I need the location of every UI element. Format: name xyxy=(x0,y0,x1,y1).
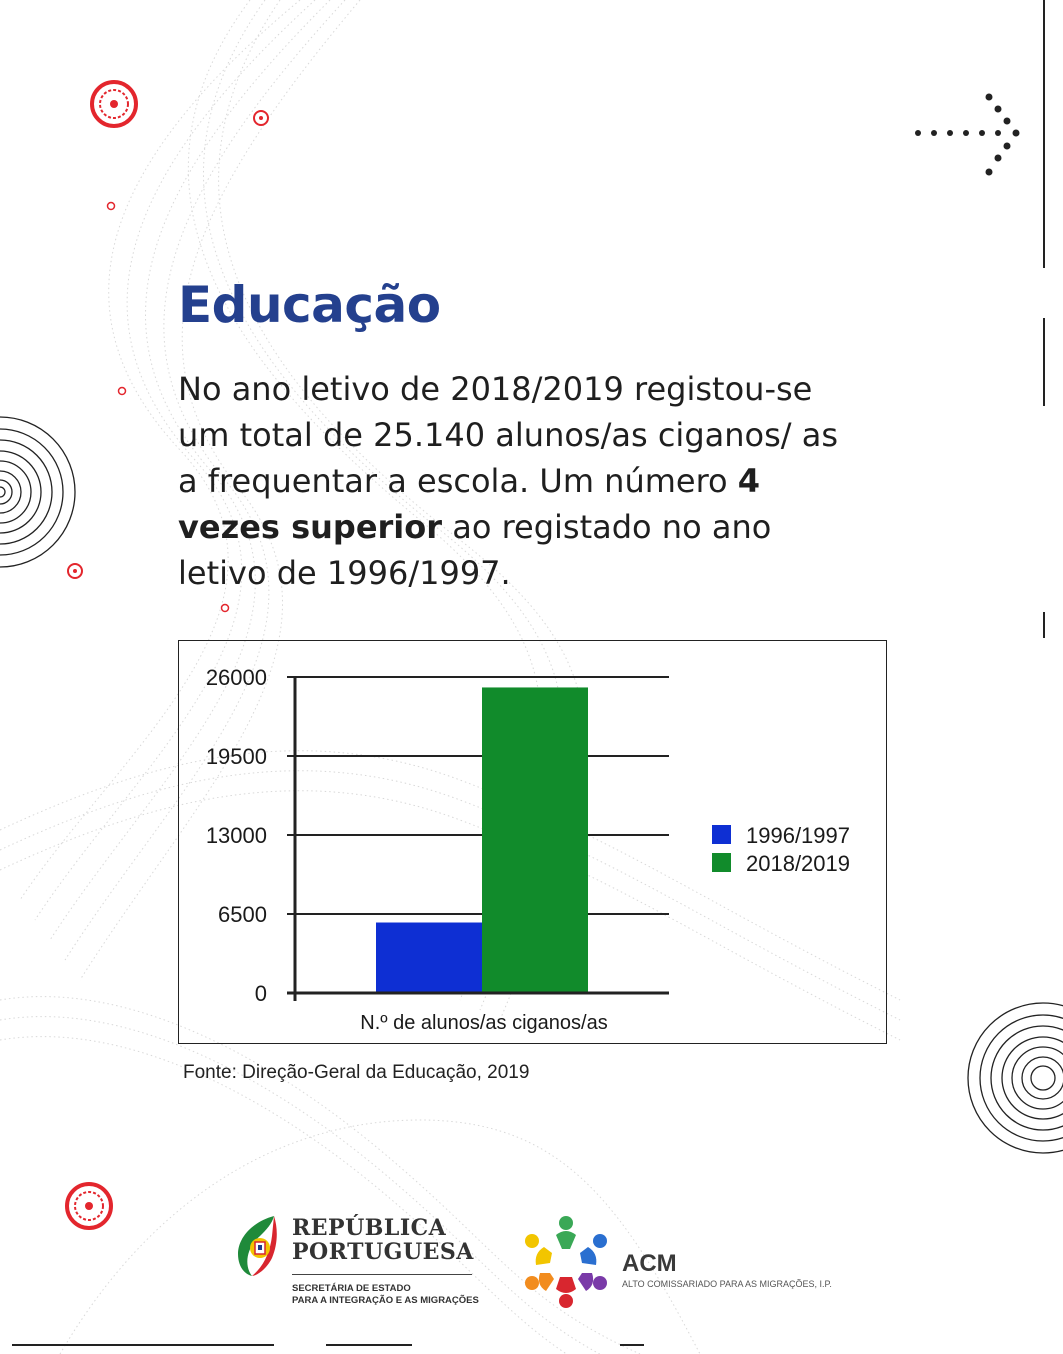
rp-line2: PORTUGUESA xyxy=(292,1239,474,1265)
wheel-icon-large-bottom xyxy=(67,1184,111,1228)
y-tick-label: 6500 xyxy=(218,902,267,927)
concentric-circles-right xyxy=(968,1003,1063,1153)
page-title: Educação xyxy=(178,276,441,334)
source-note: Fonte: Direção-Geral da Educação, 2019 xyxy=(183,1062,530,1083)
bottom-divider xyxy=(620,1344,644,1346)
republica-portuguesa-logo xyxy=(234,1214,280,1278)
paragraph-text-end: ao registado no ano letivo de 1996/1997. xyxy=(178,508,772,592)
republica-portuguesa-subtitle xyxy=(292,1283,479,1307)
y-tick-label: 0 xyxy=(254,981,267,1006)
chart-y-ticks xyxy=(206,665,267,1006)
paragraph-text: No ano letivo de 2018/2019 registou-se um total de 25.140 alunos/as ciganos/ as a frequentar a escola. Um número xyxy=(178,370,838,500)
legend-label: 1996/1997 xyxy=(746,823,850,848)
republica-portuguesa-title xyxy=(292,1216,474,1264)
wheel-icon-tiny xyxy=(119,388,126,395)
legend-swatch xyxy=(712,853,731,872)
bar-chart xyxy=(179,641,886,1043)
acm-logo xyxy=(518,1214,614,1308)
wheel-icon-large-top xyxy=(92,82,136,126)
concentric-circles-left xyxy=(0,417,75,567)
y-tick-label: 19500 xyxy=(205,744,267,769)
y-tick-label: 13000 xyxy=(205,823,267,848)
bottom-divider xyxy=(12,1344,274,1346)
chart-legend xyxy=(712,823,850,876)
chart-bars xyxy=(376,687,588,993)
rp-divider xyxy=(292,1274,472,1275)
acm-title: ACM xyxy=(622,1250,677,1277)
wheel-icon-tiny xyxy=(108,203,115,210)
rp-sub1: SECRETÁRIA DE ESTADO xyxy=(292,1283,411,1294)
right-edge-line xyxy=(1043,612,1045,638)
chart-gridlines xyxy=(287,677,669,914)
wheel-icon-small xyxy=(68,564,82,578)
acm-subtitle: ALTO COMISSARIADO PARA AS MIGRAÇÕES, I.P. xyxy=(622,1279,832,1289)
wheel-icon-small xyxy=(254,111,268,125)
intro-paragraph xyxy=(178,366,858,596)
bottom-divider xyxy=(326,1344,412,1346)
y-tick-label: 26000 xyxy=(205,665,267,690)
rp-line1: REPÚBLICA xyxy=(292,1215,447,1241)
bar-2018-2019 xyxy=(482,687,588,993)
wheel-icon-tiny xyxy=(222,605,229,612)
chart-frame xyxy=(178,640,887,1044)
right-edge-line xyxy=(1043,0,1045,268)
legend-swatch xyxy=(712,825,731,844)
paragraph-emphasis: 4 vezes superior xyxy=(178,462,761,546)
bar-1996-1997 xyxy=(376,923,482,993)
rp-sub2: PARA A INTEGRAÇÃO E AS MIGRAÇÕES xyxy=(292,1295,479,1306)
dotted-arrow-icon xyxy=(915,94,1020,176)
legend-label: 2018/2019 xyxy=(746,851,850,876)
x-axis-label: N.º de alunos/as ciganos/as xyxy=(360,1012,608,1034)
right-edge-line xyxy=(1043,318,1045,406)
